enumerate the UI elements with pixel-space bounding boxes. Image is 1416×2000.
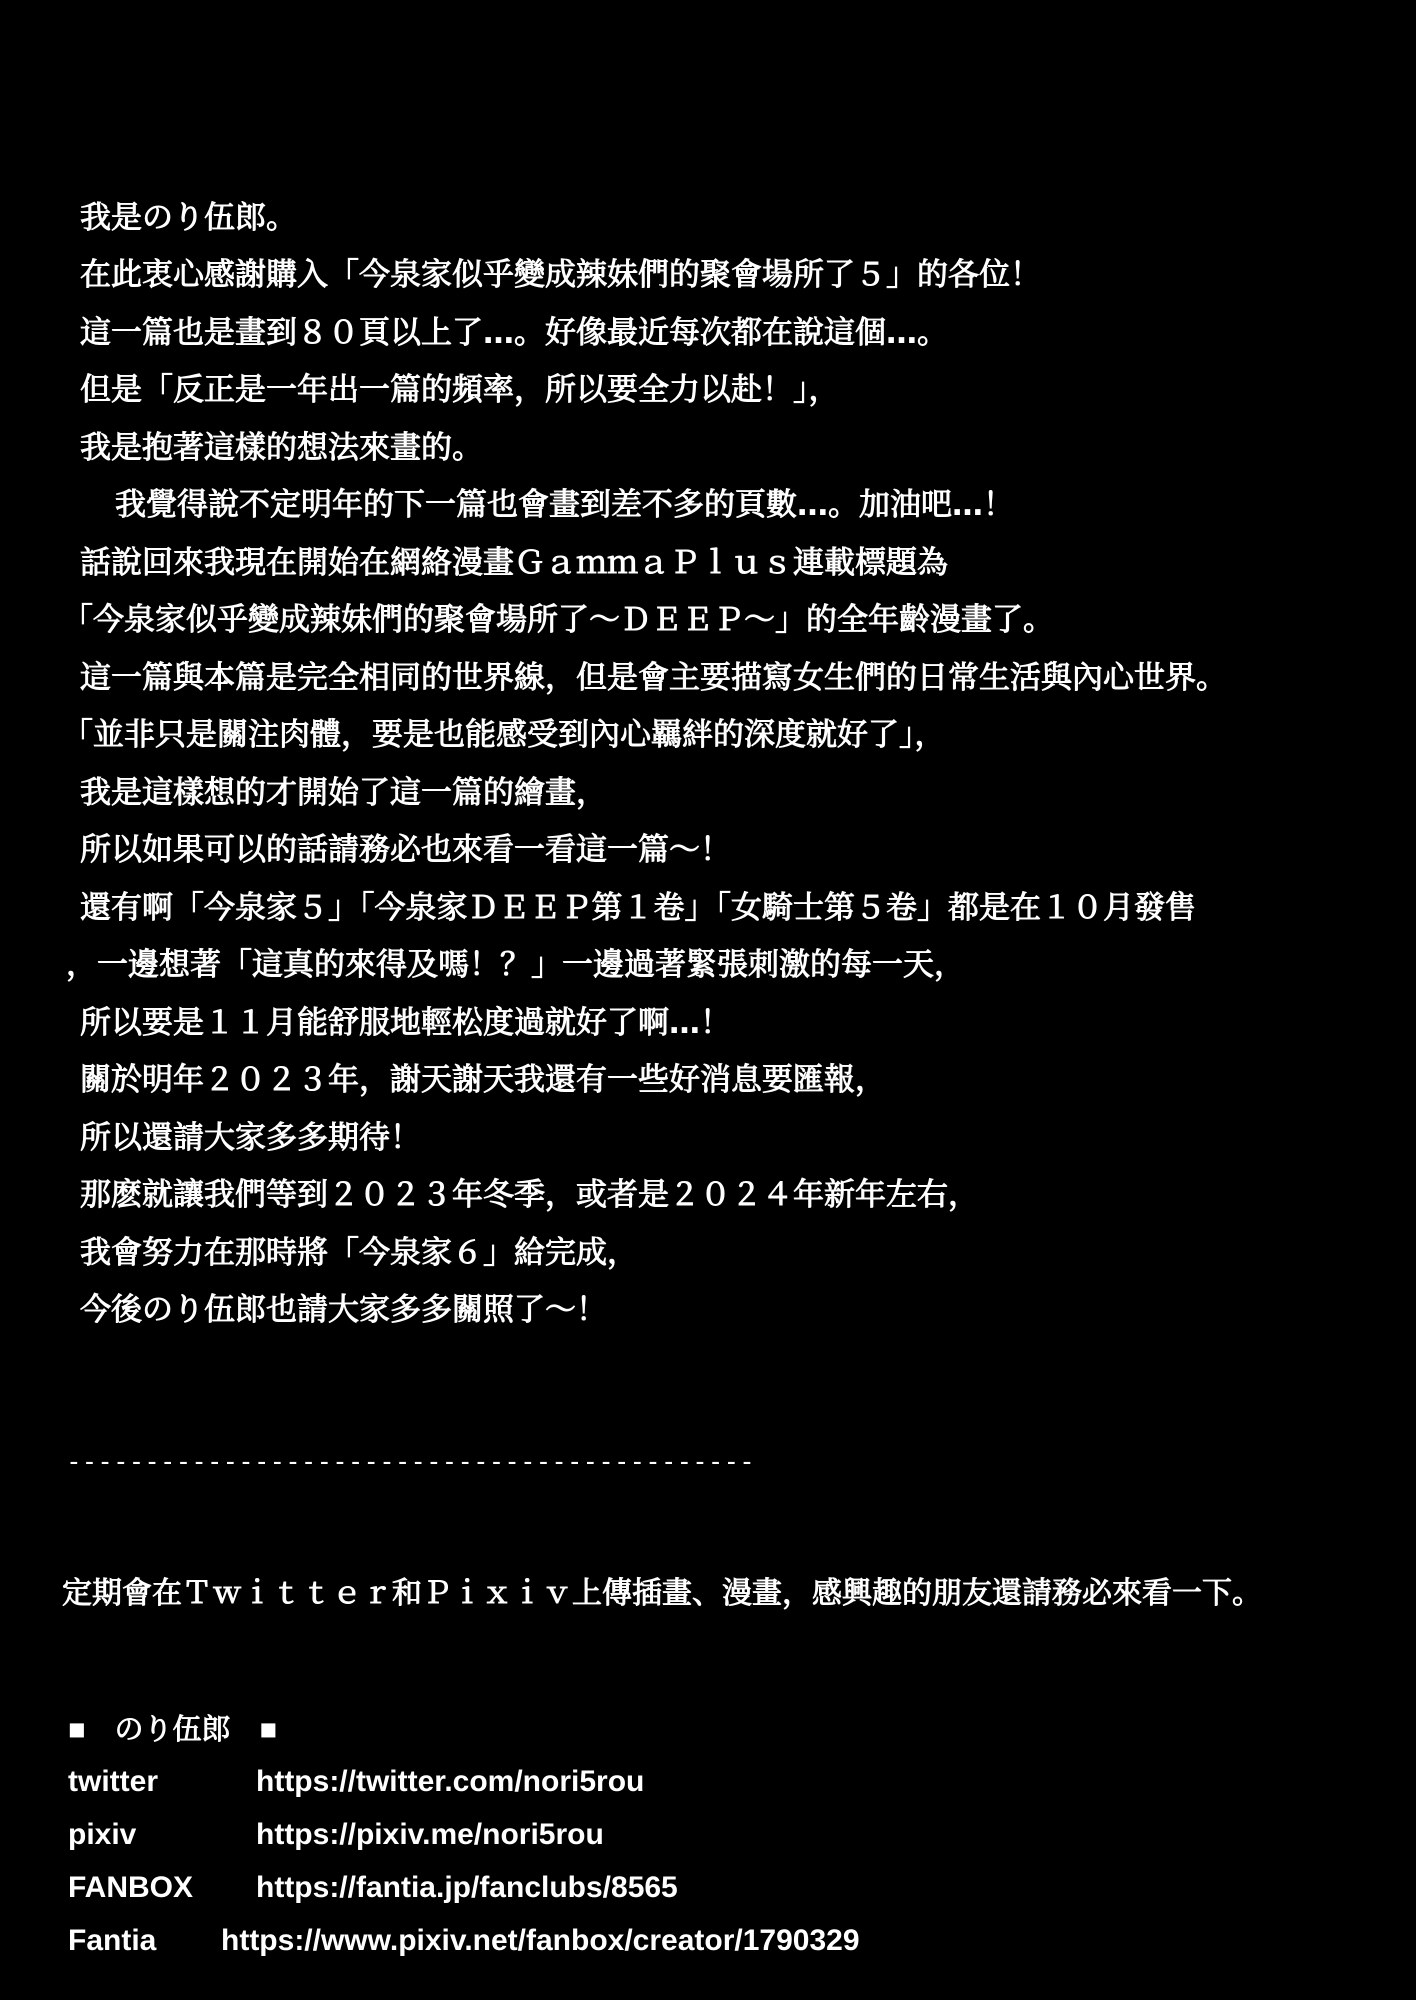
afterword-line: 這一篇與本篇是完全相同的世界線，但是會主要描寫女生們的日常生活與內心世界。 [80, 660, 1227, 696]
link-url-fanbox[interactable]: https://fantia.jp/fanclubs/8565 [256, 1871, 678, 1904]
afterword-line: 所以如果可以的話請務必也來看一看這一篇～！ [80, 832, 731, 868]
link-label-fantia: Fantia [68, 1924, 157, 1957]
afterword-line: 關於明年２０２３年，謝天謝天我還有一些好消息要匯報， [80, 1062, 886, 1098]
afterword-line: 所以要是１１月能舒服地輕松度過就好了啊…！ [80, 1005, 731, 1041]
link-row-pixiv [68, 1813, 604, 1857]
afterword-line: 話說回來我現在開始在網絡漫畫ＧａｍｍａＰｌｕｓ連載標題為 [80, 545, 948, 581]
link-url-twitter[interactable]: https://twitter.com/nori5rou [256, 1765, 645, 1798]
afterword-line: ，一邊想著「這真的來得及嗎！？」一邊過著緊張刺激的每一天， [66, 947, 965, 983]
afterword-line: 今後のり伍郎也請大家多多關照了～！ [80, 1292, 607, 1328]
link-label-fanbox: FANBOX [68, 1871, 194, 1904]
afterword-line: 我會努力在那時將「今泉家６」給完成， [80, 1235, 638, 1271]
afterword-line: 所以還請大家多多期待！ [80, 1120, 421, 1156]
afterword-line: 「今泉家似乎變成辣妹們的聚會場所了～ＤＥＥＰ～」的全年齡漫畫了。 [62, 602, 1054, 638]
link-label-pixiv: pixiv [68, 1818, 137, 1851]
section-divider: -------------------------------------------- [66, 1447, 755, 1477]
link-label-twitter: twitter [68, 1765, 158, 1798]
link-url-fantia[interactable]: https://www.pixiv.net/fanbox/creator/1790329 [221, 1924, 860, 1957]
link-row-twitter [68, 1760, 645, 1804]
afterword-line: 那麽就讓我們等到２０２３年冬季，或者是２０２４年新年左右， [80, 1177, 979, 1213]
afterword-line: 我覺得說不定明年的下一篇也會畫到差不多的頁數…。加油吧…！ [84, 487, 1014, 523]
afterword-line: 我是這樣想的才開始了這一篇的繪畫， [80, 775, 607, 811]
afterword-line: 在此衷心感謝購入「今泉家似乎變成辣妹們的聚會場所了５」的各位！ [80, 257, 1041, 293]
social-notice: 定期會在Ｔｗｉｔｔｅｒ和Ｐｉｘｉｖ上傳插畫、漫畫，感興趣的朋友還請務必來看一下。 [62, 1576, 1262, 1611]
afterword-line: 「並非只是關注肉體，要是也能感受到內心羈絆的深度就好了」， [62, 717, 946, 753]
afterword-line: 我是のり伍郎。 [80, 200, 297, 236]
afterword-line: 我是抱著這樣的想法來畫的。 [80, 430, 483, 466]
link-url-pixiv[interactable]: https://pixiv.me/nori5rou [256, 1818, 604, 1851]
author-heading: ■ のり伍郎 ■ [68, 1714, 278, 1746]
afterword-line: 但是「反正是一年出一篇的頻率，所以要全力以赴！」， [80, 372, 840, 408]
afterword-line: 還有啊「今泉家５」「今泉家ＤＥＥＰ第１卷」「女騎士第５卷」都是在１０月發售 [80, 890, 1196, 926]
link-row-fanbox [68, 1866, 678, 1910]
afterword-line: 這一篇也是畫到８０頁以上了…。好像最近每次都在說這個…。 [80, 315, 948, 351]
link-row-fantia [68, 1919, 860, 1963]
